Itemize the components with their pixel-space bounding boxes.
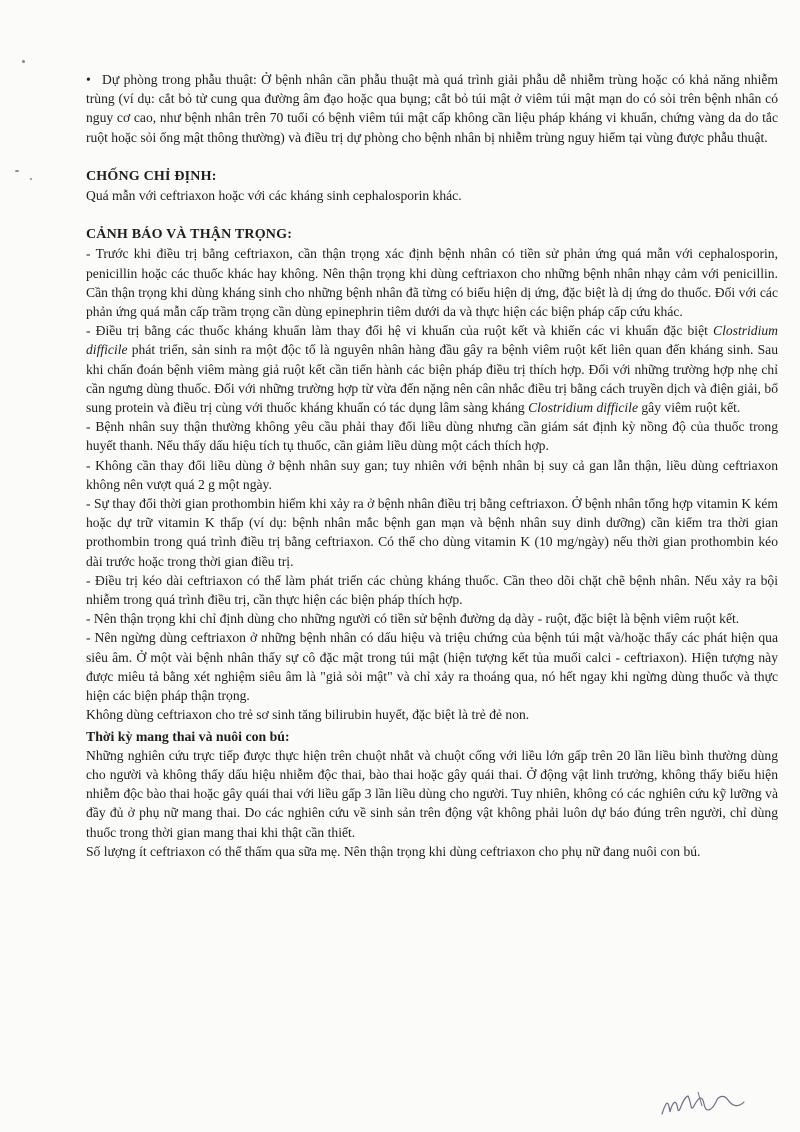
scan-speck: [22, 60, 25, 63]
warnings-paragraph-1: - Trước khi điều trị bằng ceftriaxon, cần thận trọng xác định bệnh nhân có tiền sử phản ứng quá mẫn với cephalosporin, penicillin hoặc các thuốc khác hay không. Nên thận trọng khi dùng ceftriaxon cho những bệnh nhân nhạy cảm với penicillin. Cần thận trọng khi dùng kháng sinh cho những bệnh nhân đã từng có biểu hiện dị ứng, đặc biệt là dị ứng do thuốc. Đối với các phản ứng quá mẫn cấp trầm trọng cần dùng epinephrin tiêm dưới da và thực hiện các biện pháp cấp cứu khác.: [86, 246, 778, 320]
warnings-paragraph-9: Không dùng ceftriaxon cho trẻ sơ sinh tăng bilirubin huyết, đặc biệt là trẻ đẻ non.: [86, 707, 530, 723]
warnings-paragraph-5: - Sự thay đổi thời gian prothombin hiếm khi xảy ra ở bệnh nhân điều trị bằng ceftriaxon. Ở bệnh nhân tổng hợp vitamin K kém hoặc dự trữ vitamin K thấp (ví dụ: bệnh nhân mắc bệnh gan mạn và bệnh nhân suy dinh dưỡng) cần kiểm tra thời gian prothombin trong quá trình điều trị bằng ceftriaxon. Có thể cho dùng vitamin K (10 mg/ngày) nếu thời gian prothombin kéo dài trước hoặc trong thời gian điều trị.: [86, 496, 778, 569]
scan-speck: [30, 178, 32, 180]
warnings-heading: CẢNH BÁO VÀ THẬN TRỌNG:: [86, 227, 293, 243]
warnings-paragraph-3: - Bệnh nhân suy thận thường không yêu cầu phải thay đổi liều dùng nhưng cần giám sát định kỳ nồng độ của thuốc trong huyết thanh. Nếu thấy dấu hiệu tích tụ thuốc, cần giảm liều dùng một cách thích hợp.: [86, 419, 778, 454]
handwritten-signature-icon: [658, 1084, 748, 1124]
warnings-paragraph-2: [86, 321, 778, 417]
warnings-paragraph-6: - Điều trị kéo dài ceftriaxon có thể làm phát triển các chủng kháng thuốc. Cần theo dõi chặt chẽ bệnh nhân. Nếu xảy ra bội nhiễm trong quá trình điều trị, cần thực hiện các biện pháp thích hợp.: [86, 572, 778, 608]
scan-speck: [15, 170, 19, 172]
warnings-paragraph-4: - Không cần thay đổi liều dùng ở bệnh nhân suy gan; tuy nhiên với bệnh nhân bị suy cả gan lẫn thận, liều dùng ceftriaxon không nên vượt quá 2 g một ngày.: [86, 457, 778, 492]
pregnancy-paragraph-2: Số lượng ít ceftriaxon có thể thấm qua sữa mẹ. Nên thận trọng khi dùng ceftriaxon cho phụ nữ đang nuôi con bú.: [86, 843, 701, 859]
prevention-text: Dự phòng trong phẫu thuật: Ở bệnh nhân cần phẫu thuật mà quá trình giải phẫu dễ nhiễm trùng hoặc có khả năng nhiễm trùng (ví dụ: cắt bỏ tử cung qua đường âm đạo hoặc qua bụng; cắt bỏ túi mật ở viêm túi mật mạn do có sỏi trên bệnh nhân có nguy cơ cao, như bệnh nhân trên 70 tuổi có bệnh viêm túi mật cấp không cần liệu pháp kháng vi khuẩn, chứng vàng da do tắc ruột hoặc sỏi ống mật thông thường) và điều trị dự phòng cho bệnh nhân bị nhiễm trùng nguy hiểm tại vùng được phẫu thuật.: [86, 72, 778, 145]
prevention-paragraph: [86, 70, 778, 147]
organism-name: Clostridium difficile: [528, 400, 638, 416]
warnings-paragraph-8: - Nên ngừng dùng ceftriaxon ở những bệnh nhân có dấu hiệu và triệu chứng của bệnh túi mật và/hoặc thấy các phát hiện qua siêu âm. Ở một vài bệnh nhân thấy sự cô đặc mật trong túi mật (hiện tượng kết tủa muối calci - ceftriaxon). Hiện tượng này được miêu tả bằng xét nghiệm siêu âm là "giả sỏi mật" và chỉ xảy ra thoáng qua, nó hết ngay khi ngừng dùng thuốc và thực hiện các biện pháp thận trọng.: [86, 630, 778, 704]
pregnancy-paragraph-1: Những nghiên cứu trực tiếp được thực hiện trên chuột nhắt và chuột cống với liều lớn gấp trên 20 lần liều bình thường dùng cho người và không thấy dấu hiệu nhiễm độc thai, bào thai hoặc gây quái thai. Ở động vật linh trưởng, không thấy biểu hiện nhiễm độc bào thai hoặc gây quái thai với liều gấp 3 lần liều dùng cho người. Tuy nhiên, không có các nghiên cứu kỹ lưỡng và đầy đủ ở phụ nữ mang thai. Do các nghiên cứu về sinh sản trên động vật không phải luôn dự báo đúng trên người, chỉ dùng thuốc trong thời gian mang thai khi thật cần thiết.: [86, 747, 778, 840]
warnings-paragraph-7: - Nên thận trọng khi chỉ định dùng cho những người có tiền sử bệnh đường dạ dày - ruột, đặc biệt là bệnh viêm ruột kết.: [86, 611, 740, 627]
organism-name: Clostridium difficile: [86, 323, 778, 358]
warnings-p2-part-c: gây viêm ruột kết.: [637, 400, 741, 416]
bullet-dot-icon: •: [86, 72, 91, 87]
document-body: [86, 70, 778, 861]
warnings-p2-part-b: phát triển, sản sinh ra một độc tố là nguyên nhân hàng đầu gây ra bệnh viêm ruột kết liên quan đến kháng sinh. Sau khi chẩn đoán bệnh viêm màng giả ruột kết cần tiến hành các biện pháp điều trị thích hợp. Đối với những trường hợp nhẹ chỉ cần ngưng dùng thuốc. Đối với những trường hợp từ vừa đến nặng nên cân nhắc điều trị bằng cách truyền dịch và điện giải, bổ sung protein và điều trị cùng với thuốc kháng khuẩn có tác dụng lâm sàng kháng: [86, 342, 778, 416]
warnings-p2-part-a: - Điều trị bằng các thuốc kháng khuẩn làm thay đổi hệ vi khuẩn của ruột kết và khiến các vi khuẩn đặc biệt: [86, 323, 714, 339]
pregnancy-heading: Thời kỳ mang thai và nuôi con bú:: [86, 728, 290, 744]
contraindications-heading: CHỐNG CHỈ ĐỊNH:: [86, 168, 217, 184]
contraindications-text: Quá mẫn với ceftriaxon hoặc với các kháng sinh cephalosporin khác.: [86, 188, 462, 204]
